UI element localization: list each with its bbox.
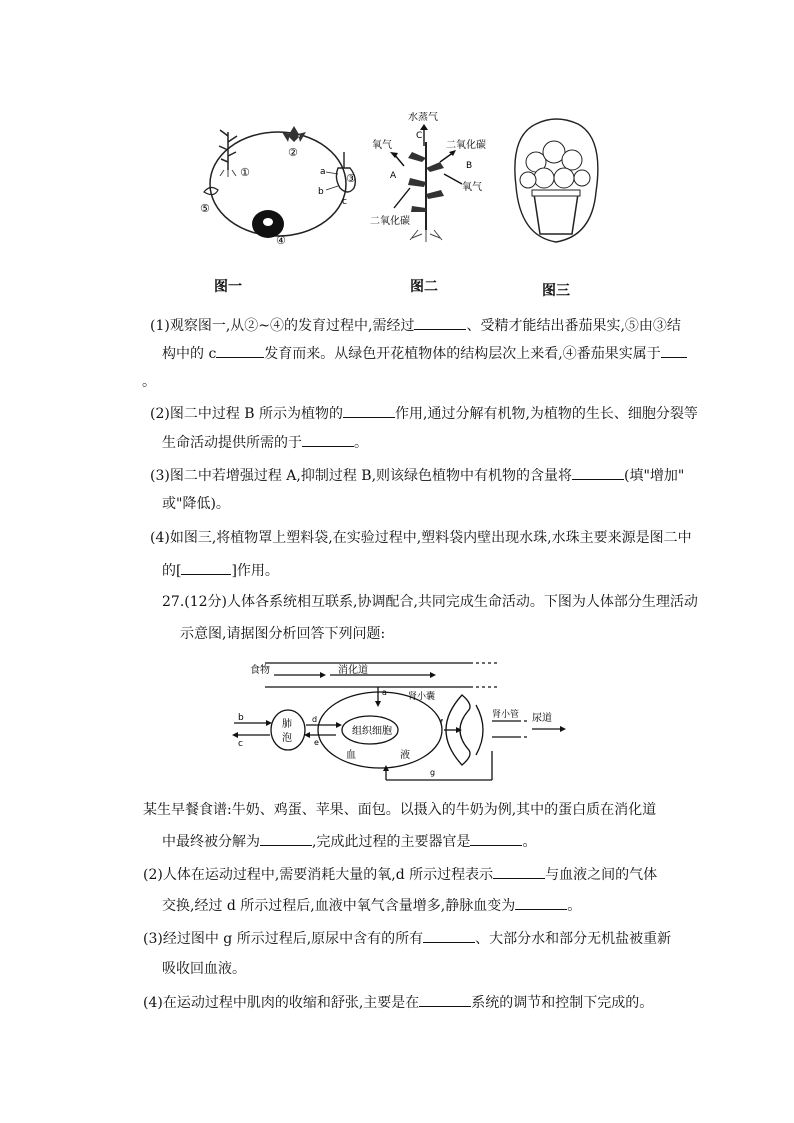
answer-blank[interactable] xyxy=(470,831,522,846)
q26-p2-text-a: (2)图二中过程 B 所示为植物的 xyxy=(150,406,344,422)
q27-p2-text-a: (2)人体在运动过程中,需要消耗大量的氧,d 所示过程表示 xyxy=(143,867,494,883)
label-e: e xyxy=(314,738,319,747)
q26-p1-line3: 。 xyxy=(142,374,156,390)
fig1-label-3: ③ xyxy=(346,172,356,185)
answer-blank[interactable] xyxy=(414,315,466,330)
q27-p3-text-a: (3)经过图中 g 所示过程后,原尿中含有的所有 xyxy=(143,931,424,947)
fig1-label-2: ② xyxy=(288,146,298,159)
q26-p4-line1: (4)如图三,将植物罩上塑料袋,在实验过程中,塑料袋内壁出现水珠,水珠主要来源是图二中 xyxy=(150,530,692,546)
urethra-label: 尿道 xyxy=(532,713,552,724)
plant-icon xyxy=(408,142,444,242)
answer-blank[interactable] xyxy=(343,403,395,418)
answer-blank[interactable] xyxy=(572,465,624,480)
q27-p2-text-d: 。 xyxy=(567,898,582,914)
q27-p1-text-b: ,完成此过程的主要器官是 xyxy=(312,834,471,850)
q26-p1-text-a: (1)观察图一,从②~④的发育过程中,需经过 xyxy=(150,318,415,334)
q26-p2-line2 xyxy=(162,432,368,453)
fig1-label-a: a xyxy=(320,167,326,177)
q26-p1-text-b: 、受精才能结出番茄果实,⑤由③结 xyxy=(466,318,681,334)
q26-p4-text-b: ]作用。 xyxy=(231,563,279,579)
co2-right-label: 二氧化碳 xyxy=(446,140,486,151)
answer-blank[interactable] xyxy=(515,895,567,910)
answer-blank[interactable] xyxy=(181,560,231,575)
co2-bottom-label: 二氧化碳 xyxy=(370,216,410,227)
capsule-label: 肾小囊 xyxy=(408,692,436,702)
answer-blank[interactable] xyxy=(423,928,475,943)
q27-p3-line1 xyxy=(143,928,671,949)
q26-p1-text-d: 发育而来。从绿色开花植物体的结构层次上来看,④番茄果实属于 xyxy=(264,346,661,362)
q26-p3-line1 xyxy=(150,465,684,486)
lung-label: 肺 xyxy=(282,719,292,730)
q26-p1-text-c: 构中的 c xyxy=(162,346,217,362)
physiology-diagram xyxy=(230,655,570,790)
q26-p3-text-a: (3)图二中若增强过程 A,抑制过程 B,则该绿色植物中有机物的含量将 xyxy=(150,468,573,484)
label-a: a xyxy=(382,688,387,697)
figure-3-caption: 图三 xyxy=(542,283,570,299)
q27-p2-line1 xyxy=(143,864,657,885)
fig1-label-c: c xyxy=(342,197,347,207)
q27-p1-text-c: 。 xyxy=(522,834,537,850)
answer-blank[interactable] xyxy=(302,432,354,447)
q26-p2-line1 xyxy=(150,403,698,424)
label-A: A xyxy=(390,171,397,181)
flower-pot xyxy=(534,194,578,234)
q26-p1-line2 xyxy=(162,343,687,364)
answer-blank[interactable] xyxy=(216,343,264,358)
oxygen-right-label: 氧气 xyxy=(462,182,482,193)
fig1-label-4: ④ xyxy=(276,234,286,247)
q27-p4-text-a: (4)在运动过程中肌肉的收缩和舒张,主要是在 xyxy=(143,995,420,1011)
fig1-label-b: b xyxy=(318,187,324,197)
answer-blank[interactable] xyxy=(661,343,687,358)
label-B: B xyxy=(466,161,473,171)
flower-icon xyxy=(282,126,306,142)
answer-blank[interactable] xyxy=(493,864,545,879)
label-b: b xyxy=(238,713,244,723)
label-f: f xyxy=(440,718,443,727)
seedling-plant-icon xyxy=(219,130,237,177)
q27-p1-line1: 某生早餐食谱:牛奶、鸡蛋、苹果、面包。以摄入的牛奶为例,其中的蛋白质在消化道 xyxy=(143,802,657,818)
food-label: 食物 xyxy=(250,665,270,676)
liquid-label: 液 xyxy=(400,750,410,761)
arrow-a-in xyxy=(394,188,410,208)
q27-p4-text-b: 系统的调节和控制下完成的。 xyxy=(471,995,654,1011)
q26-p3-line2: 或"降低)。 xyxy=(162,496,230,512)
q27-p2-text-c: 交换,经过 d 所示过程后,血液中氧气含量增多,静脉血变为 xyxy=(162,898,516,914)
q27-p1-text-a: 中最终被分解为 xyxy=(162,834,260,850)
q27-p2-text-b: 与血液之间的气体 xyxy=(545,867,658,883)
q27-p1-line2 xyxy=(162,831,536,852)
answer-blank[interactable] xyxy=(260,831,312,846)
label-g: g xyxy=(430,768,436,777)
tubule-label: 肾小管 xyxy=(492,710,520,720)
q26-p4-line2 xyxy=(162,560,279,581)
figure-1-caption: 图一 xyxy=(214,279,242,295)
q26-p3-text-b: (填"增加" xyxy=(624,468,685,484)
q27-p3-line2: 吸收回血液。 xyxy=(162,961,246,977)
alveoli-label: 泡 xyxy=(282,733,292,744)
label-d: d xyxy=(312,715,318,724)
digestive-tract-label: 消化道 xyxy=(338,665,368,676)
blood-label: 血 xyxy=(346,750,356,761)
arrow-b-in xyxy=(444,174,462,184)
figure-2-caption: 图二 xyxy=(410,279,438,295)
water-vapor-label: 水蒸气 xyxy=(408,112,438,123)
answer-blank[interactable] xyxy=(419,992,471,1007)
figure-1-life-cycle xyxy=(198,112,358,262)
q27-intro-line2: 示意图,请据图分析回答下列问题: xyxy=(180,626,386,642)
figure-row xyxy=(190,112,610,302)
q27-p2-line2 xyxy=(162,895,581,916)
q27-p4-line1 xyxy=(143,992,653,1013)
tissue-cells-label: 组织细胞 xyxy=(352,726,392,737)
q26-p2-text-d: 。 xyxy=(354,435,368,451)
fig1-label-1: ① xyxy=(240,166,250,179)
label-c: c xyxy=(238,739,243,749)
figure-2-plant-processes xyxy=(368,112,488,252)
label-C: C xyxy=(416,131,423,141)
q27-p3-text-b: 、大部分水和部分无机盐被重新 xyxy=(475,931,672,947)
q26-p2-text-c: 生命活动提供所需的于 xyxy=(162,435,302,451)
q26-p1-line1 xyxy=(150,315,681,336)
q26-p2-text-b: 作用,通过分解有机物,为植物的生长、细胞分裂等 xyxy=(395,406,698,422)
q26-p4-text-a: 的[ xyxy=(162,563,182,579)
oxygen-left-label: 氧气 xyxy=(372,140,392,151)
figure-3-bagged-plant xyxy=(506,116,606,250)
q27-intro-line1: 27.(12分)人体各系统相互联系,协调配合,共同完成生命活动。下图为人体部分生理活动 xyxy=(162,594,698,610)
foliage-icon xyxy=(520,141,590,188)
fig1-label-5: ⑤ xyxy=(200,202,210,215)
